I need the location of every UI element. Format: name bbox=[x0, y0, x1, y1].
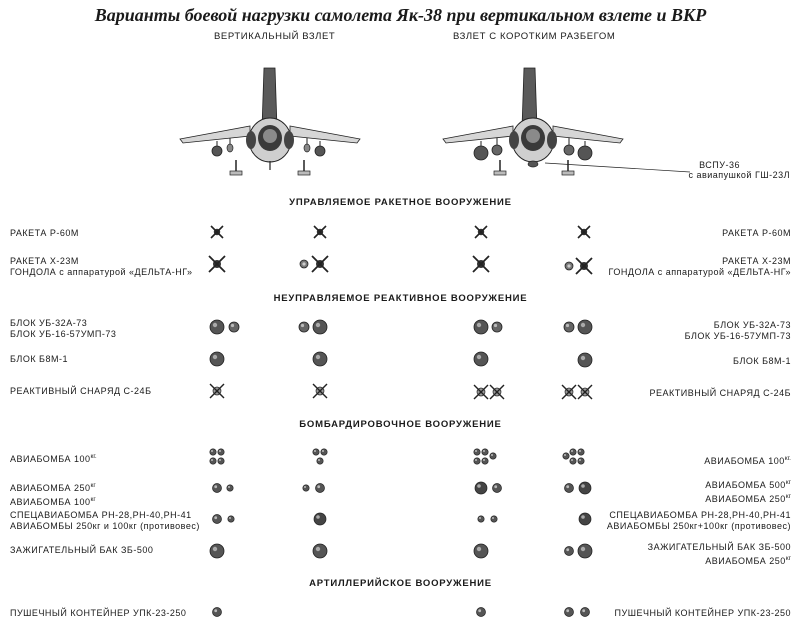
label-special-bomb-right: СПЕЦАВИАБОМБА РН-28,РН-40,РН-41 bbox=[609, 510, 791, 520]
delta-pod-symbol-col2 bbox=[300, 260, 308, 268]
b8-block-col4 bbox=[578, 353, 592, 367]
label-special-counter-right: АВИАБОМБЫ 250кг+100кг (противовес) bbox=[606, 521, 791, 531]
label-bomb100b-unit-left: кг bbox=[90, 496, 96, 503]
label-tank-bomb-unit-right: кг bbox=[785, 555, 791, 562]
ub-block-small-col1 bbox=[229, 322, 239, 332]
label-ub16-left: БЛОК УБ-16-57УМП-73 bbox=[10, 329, 117, 339]
ub-block-large-col4 bbox=[578, 320, 592, 334]
diagram-title: Варианты боевой нагрузки самолета Як-38 при вертикальном взлете и ВКР bbox=[94, 5, 707, 25]
label-ub32-left: БЛОК УБ-32А-73 bbox=[10, 318, 88, 328]
label-x23-missile-right: РАКЕТА Х-23М bbox=[722, 256, 791, 266]
s24-symbol-col2 bbox=[313, 384, 327, 398]
ub-block-small-col3 bbox=[492, 322, 502, 332]
ub-block-small-col4 bbox=[564, 322, 574, 332]
ub-block-large-col3 bbox=[474, 320, 488, 334]
label-r60-left: РАКЕТА Р-60М bbox=[10, 228, 79, 238]
tank-symbol-col1 bbox=[210, 544, 224, 558]
x23-symbol-col3 bbox=[473, 256, 489, 272]
bomb500-symbol-col3 bbox=[475, 482, 487, 494]
special-bomb-col4 bbox=[579, 513, 591, 525]
label-s24-right: РЕАКТИВНЫЙ СНАРЯД С-24Б bbox=[649, 388, 791, 398]
label-upk-right: ПУШЕЧНЫЙ КОНТЕЙНЕР УПК-23-250 bbox=[614, 608, 791, 618]
label-ub32-right: БЛОК УБ-32А-73 bbox=[713, 320, 791, 330]
bomb500-symbol-col4 bbox=[579, 482, 591, 494]
label-tank-text-right: ЗАЖИГАТЕЛЬНЫЙ БАК ЗБ-500 bbox=[647, 542, 791, 552]
label-s24-left: РЕАКТИВНЫЙ СНАРЯД С-24Б bbox=[10, 386, 152, 396]
label-bomb100-text-right: АВИАБОМБА 100 bbox=[704, 456, 785, 466]
special-bomb-col1 bbox=[213, 515, 222, 524]
section-bombs: БОМБАРДИРОВОЧНОЕ ВООРУЖЕНИЕ bbox=[299, 419, 502, 430]
s24-symbol-col4a bbox=[562, 385, 576, 399]
bomb250-symbol-col3 bbox=[493, 484, 502, 493]
gun-pod-note-title: ВСПУ-36 bbox=[699, 160, 740, 170]
bomb250-symbol-col2 bbox=[316, 484, 325, 493]
special-bomb-col2 bbox=[314, 513, 326, 525]
label-bomb250b-unit-right: кг bbox=[785, 493, 791, 500]
label-bomb250-text-left: АВИАБОМБА 250 bbox=[10, 483, 91, 493]
label-r60-right: РАКЕТА Р-60М bbox=[722, 228, 791, 238]
bomb250-symbol-col1 bbox=[213, 484, 222, 493]
label-bomb100b-text-left: АВИАБОМБА 100 bbox=[10, 497, 91, 507]
bomb250-symbol-col4 bbox=[565, 484, 574, 493]
r60-symbol-col4 bbox=[578, 226, 590, 238]
label-special-counter-left: АВИАБОМБЫ 250кг и 100кг (противовес) bbox=[10, 521, 200, 531]
upk-symbol-col4a bbox=[565, 608, 574, 617]
ub-block-large-col1 bbox=[210, 320, 224, 334]
r60-symbol-col1 bbox=[211, 226, 223, 238]
r60-symbol-col3 bbox=[475, 226, 487, 238]
bomb100-cluster-col2 bbox=[313, 449, 327, 464]
label-bomb250b-text-right: АВИАБОМБА 250 bbox=[705, 494, 786, 504]
x23-symbol-col1 bbox=[209, 256, 225, 272]
label-x23-pod-right: ГОНДОЛА с аппаратурой «ДЕЛЬТА-НГ» bbox=[608, 267, 791, 277]
section-artillery: АРТИЛЛЕРИЙСКОЕ ВООРУЖЕНИЕ bbox=[309, 578, 492, 589]
x23-symbol-col4 bbox=[576, 258, 592, 274]
label-x23-pod-left: ГОНДОЛА с аппаратурой «ДЕЛЬТА-НГ» bbox=[10, 267, 193, 277]
label-bomb100-text-left: АВИАБОМБА 100 bbox=[10, 454, 91, 464]
label-ub16-right: БЛОК УБ-16-57УМП-73 bbox=[684, 331, 791, 341]
counterweight-bomb-col3b bbox=[491, 516, 497, 522]
bomb100-symbol-col2 bbox=[303, 485, 309, 491]
tank-symbol-col4 bbox=[578, 544, 592, 558]
bomb100-cluster-col4 bbox=[563, 449, 584, 464]
s24-symbol-col4b bbox=[578, 385, 592, 399]
s24-symbol-col3a bbox=[474, 385, 488, 399]
ub-block-large-col2 bbox=[313, 320, 327, 334]
label-special-bomb-left: СПЕЦАВИАБОМБА РН-28,РН-40,РН-41 bbox=[10, 510, 192, 520]
label-x23-missile-left: РАКЕТА Х-23М bbox=[10, 256, 79, 266]
delta-pod-symbol-col4 bbox=[565, 262, 573, 270]
label-b8-right: БЛОК Б8М-1 bbox=[733, 356, 791, 366]
b8-block-col1 bbox=[210, 352, 224, 366]
upk-symbol-col1 bbox=[213, 608, 222, 617]
label-tank-bomb-text-right: АВИАБОМБА 250 bbox=[705, 556, 786, 566]
ub-block-small-col2 bbox=[299, 322, 309, 332]
upk-symbol-col3 bbox=[477, 608, 486, 617]
gun-pod-note-subtitle: с авиапушкой ГШ-23Л bbox=[688, 170, 790, 180]
r60-symbol-col2 bbox=[314, 226, 326, 238]
label-upk-left: ПУШЕЧНЫЙ КОНТЕЙНЕР УПК-23-250 bbox=[10, 608, 187, 618]
section-unguided-rockets: НЕУПРАВЛЯЕМОЕ РЕАКТИВНОЕ ВООРУЖЕНИЕ bbox=[273, 293, 528, 304]
bomb100-cluster-col3 bbox=[474, 449, 496, 464]
bomb100-symbol-col1 bbox=[227, 485, 233, 491]
tank-symbol-col2 bbox=[313, 544, 327, 558]
label-b8-left: БЛОК Б8М-1 bbox=[10, 354, 68, 364]
bomb250-symbol-tank-col4 bbox=[565, 547, 574, 556]
x23-symbol-col2 bbox=[312, 256, 328, 272]
label-bomb500-unit-right: кг bbox=[785, 479, 791, 486]
tank-symbol-col3 bbox=[474, 544, 488, 558]
upk-symbol-col4b bbox=[581, 608, 590, 617]
label-tank-left: ЗАЖИГАТЕЛЬНЫЙ БАК ЗБ-500 bbox=[10, 545, 154, 555]
label-bomb250-unit-left: кг bbox=[90, 482, 96, 489]
column-header-short-takeoff: ВЗЛЕТ С КОРОТКИМ РАЗБЕГОМ bbox=[453, 31, 616, 42]
label-bomb100-unit-left: кг. bbox=[90, 453, 97, 460]
label-bomb100-unit-right: кг. bbox=[784, 455, 791, 462]
b8-block-col2 bbox=[313, 352, 327, 366]
s24-symbol-col3b bbox=[490, 385, 504, 399]
label-bomb500-text-right: АВИАБОМБА 500 bbox=[705, 480, 786, 490]
column-header-vertical: ВЕРТИКАЛЬНЫЙ ВЗЛЕТ bbox=[214, 31, 336, 42]
counterweight-bomb-col1 bbox=[228, 516, 234, 522]
s24-symbol-col1 bbox=[210, 384, 224, 398]
b8-block-col3 bbox=[474, 352, 488, 366]
counterweight-bomb-col3a bbox=[478, 516, 484, 522]
bomb100-cluster-col1 bbox=[210, 449, 224, 464]
section-guided-missiles: УПРАВЛЯЕМОЕ РАКЕТНОЕ ВООРУЖЕНИЕ bbox=[289, 197, 512, 208]
